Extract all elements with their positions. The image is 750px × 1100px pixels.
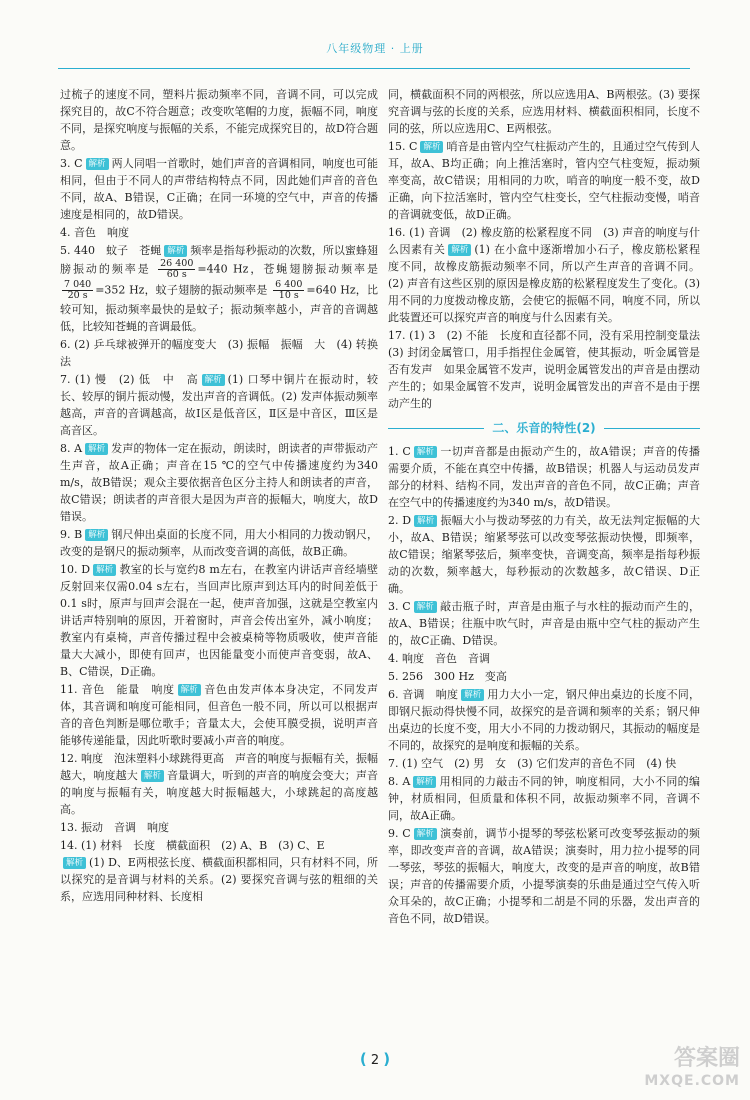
paren-right-icon: ) [383,1050,391,1068]
section-answer-1 [388,443,700,511]
section-answer-3-key: 3. C [388,600,411,613]
watermark-line2: MXQE.COM [644,1073,740,1089]
answer-14 [60,837,378,905]
analysis-tag: 解析 [85,443,108,455]
answer-8 [60,440,378,525]
section-rule-left [388,428,484,429]
answer-11-key: 11. 音色 能量 响度 [60,683,175,696]
answer-14-text: (1) D、E两根弦长度、横截面积都相同，只有材料不同，所以探究的是音调与材料的关系。(2) 要探究音调与弦的粗细的关系，应选用同种材料、长度相 [60,856,378,903]
answer-13: 13. 振动 音调 响度 [60,821,169,834]
section-heading [388,420,700,437]
answer-6: 6. (2) 乒乓球被弹开的幅度变大 (3) 振幅 振幅 大 (4) 转换法 [60,338,378,368]
analysis-tag: 解析 [85,529,108,541]
analysis-tag: 解析 [63,857,86,869]
answer-3-text: 两人同唱一首歌时，她们声音的音调相同，响度也可能相同，但由于不同人的声带结构特点不同，因此她们声音的音色不同，故A、B错误，C正确；在同一环境的空气中，声音的传播速度是相同的，故D错误。 [60,157,378,221]
section-answer-1-text: 一切声音都是由振动产生的，故A错误；声音的传播需要介质，不能在真空中传播，故B错误；机器人与运动员发声部分的材料、结构不同，发出声音的音色不同，故C正确；声音在空气中的传播速度约为340 m/s，故D错误。 [388,445,700,509]
answer-9-text: 钢尺伸出桌面的长度不同，用大小相同的力拨动钢尺，改变的是钢尺的振动频率，从而改变音调的高低，故B正确。 [60,528,379,558]
answer-12 [60,750,378,818]
analysis-tag: 解析 [164,245,187,257]
answer-16-text: (1) 在小盒中逐渐增加小石子，橡皮筋松紧程度不同，故橡皮筋振动频率不同，所以产生声音的音调不同。(2) 声音有这些区别的原因是橡皮筋的松紧程度发生了变化。(3) 用不同的力度拨动橡皮筋，会使它的振幅不同，响度不同，所以此装置还可以探究声音的响度与什么因素有关。 [388,243,701,324]
answer-17: 17. (1) 3 (2) 不能 长度和直径都不同，没有采用控制变量法 (3) 封闭金属管口，用手指捏住金属管，使其振动，听金属管是否有发声 如果金属管不发声，说明金属管发出的声音是由摆动产生的；如果金属管不发声，说明金属管发出的声音不是由于摆动产生的 [388,329,711,410]
analysis-tag: 解析 [414,601,437,613]
page-header: 八年级物理 · 上册 [326,42,424,55]
answer-14-key: 14. (1) 材料 长度 横截面积 (2) A、B (3) C、E [60,839,325,852]
answer-5-key: 5. 440 蚊子 苍蝇 [60,244,162,257]
answer-12-key: 12. 响度 泡沫塑料小球跳得更高 声音的响度与振幅有关，振幅越大，响度越大 [60,752,378,782]
answer-3-key: 3. C [60,157,83,170]
answer-3 [60,155,378,223]
section-answer-8-key: 8. A [388,775,411,788]
analysis-tag: 解析 [93,564,116,576]
right-column [388,86,711,928]
answer-7-key: 7. (1) 慢 (2) 低 中 高 [60,373,199,386]
analysis-tag: 解析 [86,158,109,170]
answer-5-text-a: 频率是指每秒振动的次数，所以蜜蜂翅膀振动的频率是 [60,244,378,276]
answer-5-text-d: =640 Hz，比较可知，振动频率最快的是蚊子；振动频率越小，声音的音调越低，比较知苍蝇的音调最低。 [60,283,378,333]
analysis-tag: 解析 [461,689,484,701]
answer-10-key: 10. D [60,563,91,576]
watermark-logo [644,1048,740,1092]
analysis-tag: 解析 [420,141,443,153]
fraction-numerator: 26 400 [160,258,194,269]
answer-11 [60,681,378,749]
answer-continued: 过梳子的速度不同，塑料片振动频率不同，音调不同，可以完成探究目的，故C不符合题意；改变吹笔帽的力度，振幅不同，响度不同，是探究响度与振幅的关系，不能完成探究目的，故D符合题意。 [60,88,378,152]
section-rule-right [604,428,700,429]
section-answer-2-text: 振幅大小与拨动琴弦的力有关，故无法判定振幅的大小，故A、B错误；缩紧琴弦可以改变琴弦振动快慢，即频率，故C错误；缩紧琴弦后，频率变快，音调变高，频率是指每秒振动的次数，频率越大，每秒振动的次数越多，故C错误、D正确。 [388,514,701,595]
section-answer-9-text: 演奏前，调节小提琴的琴弦松紧可改变琴弦振动的频率，即改变声音的音调，故A错误；演奏时，用力拉小提琴的同一琴弦，琴弦的振幅大，响度大，改变的是声音的响度，故B错误；声音的传播需要介质，小提琴演奏的乐曲是通过空气传入听众耳朵的，故C正确；小提琴和二胡是不同的乐器，发出声音的音色不同，故D错误。 [388,827,700,925]
answer-8-key: 8. A [60,442,83,455]
section-answer-4: 4. 响度 音色 音调 [388,652,490,665]
answer-10-text: 教室的长与宽约8 m左右，在教室内讲话声音经墙壁反射回来仅需0.04 s左右，当回声比原声到达耳内的时间差低于0.1 s时，原声与回声会混在一起，使声音加强，这就是空教室内讲话声特别响的原因，开着窗时，声音会传出室外，减小响度；教室内有桌椅，声音传播过程中会被桌椅等物质吸收，使声音能量大大减小，即使有回声，也因能量变小而使声音变弱，故A、B、C错误，D正确。 [60,563,378,678]
answer-5 [60,242,378,335]
fraction-denominator: 10 s [278,290,299,301]
section-answer-9 [388,825,700,927]
section-answer-7: 7. (1) 空气 (2) 男 女 (3) 它们发声的音色不同 (4) 快 [388,757,677,770]
answer-7-text: (1) 口琴中铜片在振动时，较长、较厚的铜片振动慢，发出声音的音调低。(2) 发声体振动频率越高，声音的音调越高，故Ⅰ区是低音区，Ⅱ区是中音区，Ⅲ区是高音区。 [60,373,379,437]
answer-16-key: 16. (1) 音调 (2) 橡皮筋的松紧程度不同 (3) 声音的响度与什么因素有关 [388,226,700,256]
analysis-tag: 解析 [414,446,437,458]
page-number [345,1050,405,1068]
page-number-value: 2 [370,1053,380,1068]
answer-14-continued: 同，横截面积不同的两根弦，所以应选用A、B两根弦。(3) 要探究音调与弦的长度的关系，应选用材料、横截面积相同，长度不同的弦，所以应选用C、E两根弦。 [388,88,700,135]
section-title: 二、乐音的特性(2) [492,421,596,435]
answer-10 [60,561,378,680]
answer-8-text: 发声的物体一定在振动，朗读时，朗读者的声带振动产生声音，故A正确；声音在15 ℃的空气中传播速度约为340 m/s，故B错误；观众主要依据音色区分主持人和朗读者的声音，故C错误；朗读者的声音很大是因为声音的振幅大，响度大，故D错误。 [60,442,379,523]
fraction-denominator: 20 s [67,290,88,301]
section-answer-1-key: 1. C [388,445,411,458]
analysis-tag: 解析 [414,828,437,840]
fraction-denominator: 60 s [166,269,187,280]
answer-7 [60,371,378,439]
analysis-tag: 解析 [202,374,225,386]
section-answer-6-text: 用力大小一定，钢尺伸出桌边的长度不同，即钢尺振动得快慢不同，故探究的是音调和频率的关系；钢尺伸出桌边的长度不变，用大小不同的力拨动钢尺，其振动的幅度是不同的，故探究的是响度和振幅的关系。 [388,688,701,752]
answer-9 [60,526,378,560]
paren-left-icon: ( [359,1050,367,1068]
header-rule [58,68,690,69]
section-answer-8-text: 用相同的力敲击不同的钟，响度相同，大小不同的编钟，材质相同，但质量和体积不同，故振动频率不同，音调不同，故A正确。 [388,775,701,822]
answer-9-key: 9. B [60,528,83,541]
left-column [60,86,378,906]
section-answer-2 [388,512,700,597]
section-answer-5: 5. 256 300 Hz 变高 [388,670,507,683]
answer-5-text-b: =440 Hz，苍蝇翅膀振动频率是 [197,262,378,276]
analysis-tag: 解析 [414,515,437,527]
fraction-mosquito [273,280,304,301]
answer-15 [388,138,700,223]
fraction-numerator: 7 040 [64,279,92,290]
analysis-tag: 解析 [413,776,436,788]
section-answer-6 [388,686,700,754]
answer-16 [388,224,700,326]
section-answer-9-key: 9. C [388,827,411,840]
analysis-tag: 解析 [178,684,201,696]
section-answer-3-text: 敲击瓶子时，声音是由瓶子与水柱的振动而产生的，故A、B错误；往瓶中吹气时，声音是由瓶中空气柱的振动产生的，故C正确、D错误。 [388,600,700,647]
analysis-tag: 解析 [448,244,471,256]
answer-12-text: 音量调大，听到的声音的响度会变大；声音的响度与振幅有关，响度越大时振幅越大，小球跳起的高度越高。 [60,769,379,816]
section-answer-2-key: 2. D [388,514,412,527]
answer-15-text: 哨音是由管内空气柱振动产生的，且通过空气传到人耳，故A、B均正确；向上推活塞时，管内空气柱变短，振动频率变高，故C错误；用相同的力吹，哨音的响度一般不变，故D正确，向下拉活塞时，管内空气柱变长，空气柱振动变慢，哨音的音调就变低，故D正确。 [388,140,700,221]
fraction-fly [62,280,93,301]
answer-5-text-c: =352 Hz，蚊子翅膀的振动频率是 [95,283,268,297]
section-answer-3 [388,598,700,649]
fraction-bee [158,259,195,280]
answer-15-key: 15. C [388,140,418,153]
watermark-line1: 答案圈 [673,1046,740,1071]
section-answer-8 [388,773,700,824]
answer-4: 4. 音色 响度 [60,226,129,239]
answer-11-text: 音色由发声体本身决定，不同发声体，其音调和响度可能相同，但音色一般不同，所以可以根据声音的音色判断是哪位歌手；音量太大，会使耳膜受损，说明声音能够传递能量，因此听歌时要减小声音的响度。 [60,683,378,747]
fraction-numerator: 6 400 [275,279,303,290]
section-answer-6-key: 6. 音调 响度 [388,688,459,701]
analysis-tag: 解析 [141,770,164,782]
